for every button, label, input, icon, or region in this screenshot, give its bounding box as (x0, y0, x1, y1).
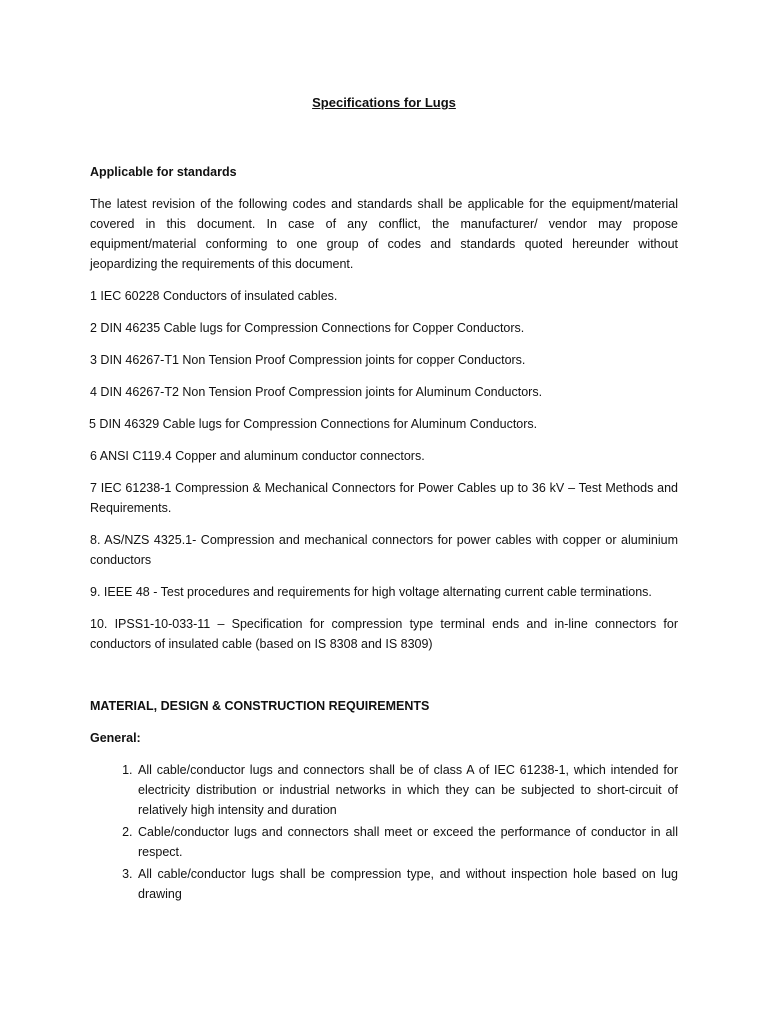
requirement-item: 3. All cable/conductor lugs shall be compression type, and without inspection hole based on lug drawing (136, 864, 678, 904)
standard-item: 7 IEC 61238-1 Compression & Mechanical Connectors for Power Cables up to 36 kV – Test Methods and Requirements. (90, 481, 678, 515)
requirement-item: 1. All cable/conductor lugs and connectors shall be of class A of IEC 61238-1, which intended for electricity distribution or industrial networks in which they can be subjected to short-circuit of relatively high intensity and duration (136, 760, 678, 820)
standard-item: 6 ANSI C119.4 Copper and aluminum conductor connectors. (90, 449, 425, 463)
standard-item: 3 DIN 46267-T1 Non Tension Proof Compression joints for copper Conductors. (90, 353, 526, 367)
standard-item: 5 DIN 46329 Cable lugs for Compression Connections for Aluminum Conductors. (89, 417, 538, 431)
section-heading-standards: Applicable for standards (90, 165, 237, 179)
section-heading-material-design: MATERIAL, DESIGN & CONSTRUCTION REQUIREMENTS (90, 699, 430, 713)
standard-item: 4 DIN 46267-T2 Non Tension Proof Compression joints for Aluminum Conductors. (90, 385, 543, 399)
document-title: Specifications for Lugs (312, 95, 456, 110)
standard-item: 10. IPSS1-10-033-11 – Specification for compression type terminal ends and in-line connectors for conductors of insulated cable (based on IS 8308 and IS 8309) (90, 617, 678, 651)
standard-item: 9. IEEE 48 - Test procedures and requirements for high voltage alternating current cable terminations. (90, 585, 652, 599)
subheading-general: General: (90, 731, 141, 745)
standard-item: 2 DIN 46235 Cable lugs for Compression Connections for Copper Conductors. (90, 321, 525, 335)
standard-item: 1 IEC 60228 Conductors of insulated cables. (90, 289, 338, 303)
document-body (90, 162, 678, 906)
standard-item: 8. AS/NZS 4325.1- Compression and mechanical connectors for power cables with copper or aluminium conductors (90, 533, 678, 567)
requirement-item: 2. Cable/conductor lugs and connectors shall meet or exceed the performance of conductor in all respect. (136, 822, 678, 862)
standards-intro-paragraph: The latest revision of the following codes and standards shall be applicable for the equipment/material covered in this document. In case of any conflict, the manufacturer/ vendor may propose equipment/material conforming to one group of codes and standards quoted hereunder without jeopardizing the requirements of this document. (90, 197, 678, 271)
requirements-list (90, 760, 678, 904)
